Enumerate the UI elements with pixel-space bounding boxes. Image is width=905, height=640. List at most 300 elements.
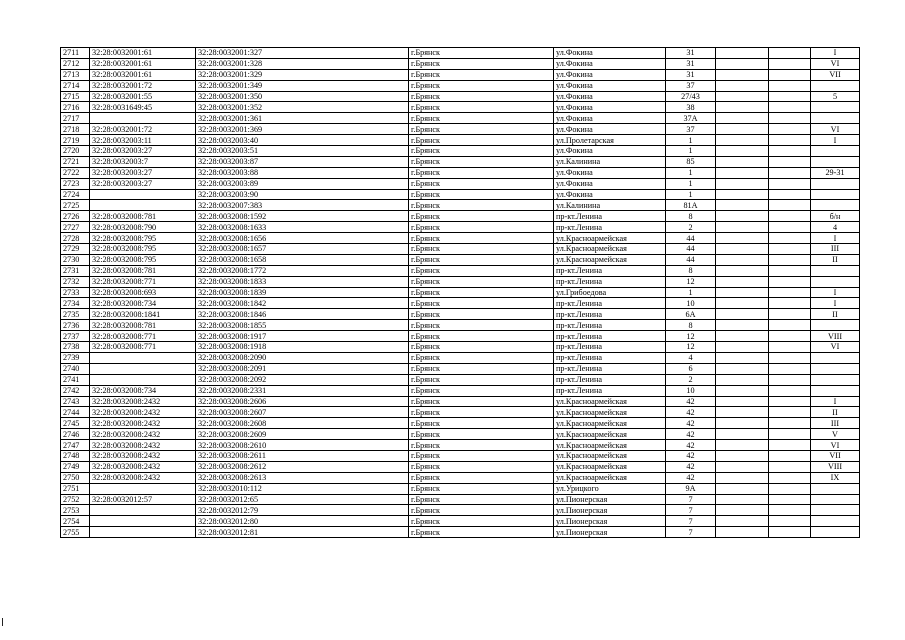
extra-col-2-cell (769, 516, 811, 527)
land-parcel-cadastral-number-cell: 32:28:0032001:61 (90, 69, 196, 80)
house-number-cell: 44 (666, 244, 716, 255)
extra-col-1-cell (716, 211, 769, 222)
object-cadastral-number-cell: 32:28:0032008:1917 (196, 331, 409, 342)
row-number-cell: 2723 (61, 178, 90, 189)
premises-number-cell: I (811, 135, 860, 146)
land-parcel-cadastral-number-cell: 32:28:0032003:27 (90, 167, 196, 178)
extra-col-1-cell (716, 244, 769, 255)
table-row (61, 254, 860, 265)
city-cell: г.Брянск (409, 418, 554, 429)
extra-col-2-cell (769, 418, 811, 429)
city-cell: г.Брянск (409, 124, 554, 135)
land-parcel-cadastral-number-cell: 32:28:0032008:2432 (90, 450, 196, 461)
extra-col-2-cell (769, 124, 811, 135)
premises-number-cell: VI (811, 124, 860, 135)
premises-number-cell: III (811, 244, 860, 255)
object-cadastral-number-cell: 32:28:0032003:90 (196, 189, 409, 200)
row-number-cell: 2727 (61, 222, 90, 233)
land-parcel-cadastral-number-cell (90, 505, 196, 516)
extra-col-1-cell (716, 461, 769, 472)
extra-col-1-cell (716, 309, 769, 320)
table-row (61, 429, 860, 440)
row-number-cell: 2726 (61, 211, 90, 222)
object-cadastral-number-cell: 32:28:0032003:87 (196, 156, 409, 167)
extra-col-1-cell (716, 91, 769, 102)
land-parcel-cadastral-number-cell: 32:28:0032008:2432 (90, 407, 196, 418)
object-cadastral-number-cell: 32:28:0032008:1657 (196, 244, 409, 255)
table-row (61, 48, 860, 59)
extra-col-2-cell (769, 244, 811, 255)
premises-number-cell: I (811, 298, 860, 309)
table-row (61, 527, 860, 538)
house-number-cell: 1 (666, 135, 716, 146)
extra-col-1-cell (716, 124, 769, 135)
extra-col-2-cell (769, 320, 811, 331)
street-cell: ул.Пролетарская (554, 135, 666, 146)
premises-number-cell (811, 527, 860, 538)
extra-col-1-cell (716, 178, 769, 189)
land-parcel-cadastral-number-cell: 32:28:0032012:57 (90, 494, 196, 505)
city-cell: г.Брянск (409, 211, 554, 222)
row-number-cell: 2755 (61, 527, 90, 538)
table-row (61, 505, 860, 516)
extra-col-1-cell (716, 527, 769, 538)
table-row (61, 135, 860, 146)
object-cadastral-number-cell: 32:28:0032008:1839 (196, 287, 409, 298)
land-parcel-cadastral-number-cell (90, 352, 196, 363)
table-row (61, 516, 860, 527)
table-row (61, 200, 860, 211)
street-cell: ул.Пионерская (554, 494, 666, 505)
land-parcel-cadastral-number-cell: 32:28:0032008:771 (90, 331, 196, 342)
extra-col-1-cell (716, 363, 769, 374)
house-number-cell: 44 (666, 233, 716, 244)
house-number-cell: 12 (666, 331, 716, 342)
house-number-cell: 12 (666, 276, 716, 287)
extra-col-2-cell (769, 363, 811, 374)
street-cell: пр-кт.Ленина (554, 342, 666, 353)
row-number-cell: 2737 (61, 331, 90, 342)
extra-col-2-cell (769, 178, 811, 189)
premises-number-cell (811, 102, 860, 113)
house-number-cell: 42 (666, 429, 716, 440)
premises-number-cell: II (811, 407, 860, 418)
object-cadastral-number-cell: 32:28:0032010:112 (196, 483, 409, 494)
land-parcel-cadastral-number-cell: 32:28:0032008:781 (90, 211, 196, 222)
house-number-cell: 7 (666, 494, 716, 505)
table-row (61, 440, 860, 451)
street-cell: ул.Фокина (554, 167, 666, 178)
extra-col-2-cell (769, 331, 811, 342)
extra-col-2-cell (769, 298, 811, 309)
house-number-cell: 9А (666, 483, 716, 494)
object-cadastral-number-cell: 32:28:0032008:1656 (196, 233, 409, 244)
city-cell: г.Брянск (409, 342, 554, 353)
row-number-cell: 2720 (61, 146, 90, 157)
row-number-cell: 2721 (61, 156, 90, 167)
premises-number-cell: VIII (811, 331, 860, 342)
city-cell: г.Брянск (409, 265, 554, 276)
extra-col-2-cell (769, 48, 811, 59)
premises-number-cell: VIII (811, 461, 860, 472)
land-parcel-cadastral-number-cell (90, 516, 196, 527)
street-cell: ул.Фокина (554, 91, 666, 102)
city-cell: г.Брянск (409, 200, 554, 211)
premises-number-cell (811, 494, 860, 505)
extra-col-2-cell (769, 146, 811, 157)
house-number-cell: 6А (666, 309, 716, 320)
premises-number-cell: 5 (811, 91, 860, 102)
house-number-cell: 37 (666, 124, 716, 135)
land-parcel-cadastral-number-cell: 32:28:0032001:61 (90, 48, 196, 59)
street-cell: ул.Грибоедова (554, 287, 666, 298)
house-number-cell: 7 (666, 527, 716, 538)
house-number-cell: 42 (666, 472, 716, 483)
object-cadastral-number-cell: 32:28:0032001:369 (196, 124, 409, 135)
premises-number-cell (811, 113, 860, 124)
table-row (61, 113, 860, 124)
row-number-cell: 2750 (61, 472, 90, 483)
land-parcel-cadastral-number-cell: 32:28:0032003:27 (90, 178, 196, 189)
house-number-cell: 37А (666, 113, 716, 124)
table-row (61, 320, 860, 331)
city-cell: г.Брянск (409, 233, 554, 244)
object-cadastral-number-cell: 32:28:0032008:2607 (196, 407, 409, 418)
extra-col-2-cell (769, 440, 811, 451)
premises-number-cell: I (811, 48, 860, 59)
object-cadastral-number-cell: 32:28:0032001:328 (196, 58, 409, 69)
row-number-cell: 2712 (61, 58, 90, 69)
extra-col-2-cell (769, 483, 811, 494)
street-cell: ул.Красноармейская (554, 429, 666, 440)
house-number-cell: 42 (666, 461, 716, 472)
city-cell: г.Брянск (409, 494, 554, 505)
extra-col-2-cell (769, 461, 811, 472)
land-parcel-cadastral-number-cell: 32:28:0032008:795 (90, 233, 196, 244)
premises-number-cell: I (811, 287, 860, 298)
land-parcel-cadastral-number-cell: 32:28:0032008:795 (90, 254, 196, 265)
extra-col-2-cell (769, 527, 811, 538)
table-row (61, 331, 860, 342)
object-cadastral-number-cell: 32:28:0032003:88 (196, 167, 409, 178)
table-row (61, 396, 860, 407)
extra-col-1-cell (716, 287, 769, 298)
object-cadastral-number-cell: 32:28:0032008:2612 (196, 461, 409, 472)
city-cell: г.Брянск (409, 516, 554, 527)
premises-number-cell: б/н (811, 211, 860, 222)
row-number-cell: 2731 (61, 265, 90, 276)
object-cadastral-number-cell: 32:28:0032012:80 (196, 516, 409, 527)
row-number-cell: 2716 (61, 102, 90, 113)
row-number-cell: 2729 (61, 244, 90, 255)
object-cadastral-number-cell: 32:28:0032008:2613 (196, 472, 409, 483)
extra-col-1-cell (716, 69, 769, 80)
premises-number-cell (811, 200, 860, 211)
land-parcel-cadastral-number-cell (90, 527, 196, 538)
premises-number-cell (811, 320, 860, 331)
house-number-cell: 7 (666, 505, 716, 516)
street-cell: ул.Красноармейская (554, 450, 666, 461)
extra-col-2-cell (769, 505, 811, 516)
city-cell: г.Брянск (409, 374, 554, 385)
object-cadastral-number-cell: 32:28:0032008:2606 (196, 396, 409, 407)
table-row (61, 385, 860, 396)
land-parcel-cadastral-number-cell: 32:28:0032008:790 (90, 222, 196, 233)
land-parcel-cadastral-number-cell (90, 483, 196, 494)
street-cell: ул.Фокина (554, 69, 666, 80)
table-row (61, 494, 860, 505)
row-number-cell: 2754 (61, 516, 90, 527)
house-number-cell: 2 (666, 222, 716, 233)
city-cell: г.Брянск (409, 483, 554, 494)
extra-col-1-cell (716, 146, 769, 157)
table-row (61, 178, 860, 189)
street-cell: пр-кт.Ленина (554, 211, 666, 222)
street-cell: ул.Фокина (554, 124, 666, 135)
table-row (61, 146, 860, 157)
object-cadastral-number-cell: 32:28:0032008:2090 (196, 352, 409, 363)
land-parcel-cadastral-number-cell: 32:28:0032001:55 (90, 91, 196, 102)
premises-number-cell (811, 178, 860, 189)
land-parcel-cadastral-number-cell: 32:28:0032008:2432 (90, 472, 196, 483)
row-number-cell: 2739 (61, 352, 90, 363)
land-parcel-cadastral-number-cell (90, 200, 196, 211)
extra-col-1-cell (716, 374, 769, 385)
house-number-cell: 1 (666, 178, 716, 189)
extra-col-2-cell (769, 472, 811, 483)
premises-number-cell: I (811, 233, 860, 244)
object-cadastral-number-cell: 32:28:0032012:79 (196, 505, 409, 516)
premises-number-cell: V (811, 429, 860, 440)
city-cell: г.Брянск (409, 461, 554, 472)
city-cell: г.Брянск (409, 396, 554, 407)
extra-col-2-cell (769, 113, 811, 124)
land-parcel-cadastral-number-cell: 32:28:0032008:693 (90, 287, 196, 298)
table-row (61, 309, 860, 320)
house-number-cell: 4 (666, 352, 716, 363)
land-parcel-cadastral-number-cell: 32:28:0032008:734 (90, 298, 196, 309)
premises-number-cell: IX (811, 472, 860, 483)
street-cell: пр-кт.Ленина (554, 222, 666, 233)
object-cadastral-number-cell: 32:28:0032008:1633 (196, 222, 409, 233)
city-cell: г.Брянск (409, 407, 554, 418)
table-row (61, 298, 860, 309)
extra-col-2-cell (769, 91, 811, 102)
house-number-cell: 7 (666, 516, 716, 527)
extra-col-1-cell (716, 331, 769, 342)
street-cell: ул.Красноармейская (554, 440, 666, 451)
land-parcel-cadastral-number-cell: 32:28:0032008:795 (90, 244, 196, 255)
premises-number-cell (811, 363, 860, 374)
extra-col-2-cell (769, 450, 811, 461)
row-number-cell: 2747 (61, 440, 90, 451)
street-cell: ул.Урицкого (554, 483, 666, 494)
extra-col-2-cell (769, 211, 811, 222)
extra-col-2-cell (769, 429, 811, 440)
land-parcel-cadastral-number-cell (90, 113, 196, 124)
row-number-cell: 2733 (61, 287, 90, 298)
object-cadastral-number-cell: 32:28:0032008:2092 (196, 374, 409, 385)
object-cadastral-number-cell: 32:28:0032008:1592 (196, 211, 409, 222)
city-cell: г.Брянск (409, 440, 554, 451)
land-parcel-cadastral-number-cell: 32:28:0032001:72 (90, 80, 196, 91)
city-cell: г.Брянск (409, 429, 554, 440)
street-cell: пр-кт.Ленина (554, 331, 666, 342)
object-cadastral-number-cell: 32:28:0032008:1918 (196, 342, 409, 353)
city-cell: г.Брянск (409, 276, 554, 287)
extra-col-1-cell (716, 189, 769, 200)
object-cadastral-number-cell: 32:28:0032008:1772 (196, 265, 409, 276)
house-number-cell: 31 (666, 69, 716, 80)
street-cell: пр-кт.Ленина (554, 309, 666, 320)
object-cadastral-number-cell: 32:28:0032001:329 (196, 69, 409, 80)
premises-number-cell (811, 385, 860, 396)
land-parcel-cadastral-number-cell: 32:28:0032008:781 (90, 320, 196, 331)
city-cell: г.Брянск (409, 527, 554, 538)
object-cadastral-number-cell: 32:28:0032001:352 (196, 102, 409, 113)
house-number-cell: 1 (666, 189, 716, 200)
row-number-cell: 2753 (61, 505, 90, 516)
premises-number-cell (811, 276, 860, 287)
premises-number-cell (811, 505, 860, 516)
premises-number-cell (811, 156, 860, 167)
table-row (61, 58, 860, 69)
city-cell: г.Брянск (409, 472, 554, 483)
object-cadastral-number-cell: 32:28:0032008:2331 (196, 385, 409, 396)
row-number-cell: 2738 (61, 342, 90, 353)
extra-col-2-cell (769, 396, 811, 407)
table-row (61, 374, 860, 385)
street-cell: ул.Красноармейская (554, 472, 666, 483)
table-row (61, 211, 860, 222)
table-row (61, 461, 860, 472)
row-number-cell: 2719 (61, 135, 90, 146)
street-cell: ул.Фокина (554, 80, 666, 91)
premises-number-cell (811, 352, 860, 363)
table-row (61, 102, 860, 113)
land-parcel-cadastral-number-cell: 32:28:0032003:11 (90, 135, 196, 146)
extra-col-2-cell (769, 200, 811, 211)
object-cadastral-number-cell: 32:28:0032008:2609 (196, 429, 409, 440)
house-number-cell: 8 (666, 265, 716, 276)
street-cell: ул.Калинина (554, 200, 666, 211)
house-number-cell: 8 (666, 211, 716, 222)
land-parcel-cadastral-number-cell: 32:28:0032008:2432 (90, 429, 196, 440)
extra-col-1-cell (716, 385, 769, 396)
street-cell: ул.Красноармейская (554, 407, 666, 418)
table-row (61, 156, 860, 167)
city-cell: г.Брянск (409, 363, 554, 374)
table-row (61, 450, 860, 461)
land-parcel-cadastral-number-cell: 32:28:0032001:61 (90, 58, 196, 69)
land-parcel-cadastral-number-cell: 32:28:0032008:2432 (90, 418, 196, 429)
extra-col-2-cell (769, 385, 811, 396)
row-number-cell: 2752 (61, 494, 90, 505)
extra-col-1-cell (716, 222, 769, 233)
extra-col-1-cell (716, 58, 769, 69)
row-number-cell: 2724 (61, 189, 90, 200)
street-cell: ул.Фокина (554, 102, 666, 113)
extra-col-2-cell (769, 352, 811, 363)
street-cell: ул.Красноармейская (554, 461, 666, 472)
extra-col-1-cell (716, 200, 769, 211)
row-number-cell: 2713 (61, 69, 90, 80)
table-row (61, 124, 860, 135)
house-number-cell: 37 (666, 80, 716, 91)
house-number-cell: 31 (666, 58, 716, 69)
row-number-cell: 2751 (61, 483, 90, 494)
house-number-cell: 1 (666, 287, 716, 298)
city-cell: г.Брянск (409, 352, 554, 363)
city-cell: г.Брянск (409, 244, 554, 255)
house-number-cell: 42 (666, 418, 716, 429)
object-cadastral-number-cell: 32:28:0032008:2091 (196, 363, 409, 374)
extra-col-1-cell (716, 342, 769, 353)
extra-col-1-cell (716, 407, 769, 418)
premises-number-cell (811, 265, 860, 276)
row-number-cell: 2744 (61, 407, 90, 418)
land-parcel-cadastral-number-cell: 32:28:0031649:45 (90, 102, 196, 113)
house-number-cell: 10 (666, 298, 716, 309)
street-cell: ул.Красноармейская (554, 233, 666, 244)
house-number-cell: 12 (666, 342, 716, 353)
premises-number-cell: 29-31 (811, 167, 860, 178)
street-cell: пр-кт.Ленина (554, 352, 666, 363)
house-number-cell: 2 (666, 374, 716, 385)
table-row (61, 418, 860, 429)
city-cell: г.Брянск (409, 135, 554, 146)
object-cadastral-number-cell: 32:28:0032001:350 (196, 91, 409, 102)
house-number-cell: 31 (666, 48, 716, 59)
city-cell: г.Брянск (409, 287, 554, 298)
premises-number-cell (811, 80, 860, 91)
object-cadastral-number-cell: 32:28:0032008:1833 (196, 276, 409, 287)
table-row (61, 363, 860, 374)
premises-number-cell: I (811, 396, 860, 407)
table-row (61, 352, 860, 363)
street-cell: ул.Красноармейская (554, 254, 666, 265)
extra-col-1-cell (716, 429, 769, 440)
extra-col-2-cell (769, 156, 811, 167)
street-cell: ул.Пионерская (554, 516, 666, 527)
street-cell: ул.Красноармейская (554, 396, 666, 407)
land-parcel-cadastral-number-cell: 32:28:0032008:781 (90, 265, 196, 276)
land-parcel-cadastral-number-cell: 32:28:0032008:734 (90, 385, 196, 396)
house-number-cell: 1 (666, 146, 716, 157)
object-cadastral-number-cell: 32:28:0032003:51 (196, 146, 409, 157)
row-number-cell: 2746 (61, 429, 90, 440)
premises-number-cell (811, 483, 860, 494)
row-number-cell: 2730 (61, 254, 90, 265)
city-cell: г.Брянск (409, 48, 554, 59)
extra-col-1-cell (716, 440, 769, 451)
row-number-cell: 2734 (61, 298, 90, 309)
house-number-cell: 42 (666, 440, 716, 451)
row-number-cell: 2742 (61, 385, 90, 396)
row-number-cell: 2714 (61, 80, 90, 91)
city-cell: г.Брянск (409, 505, 554, 516)
house-number-cell: 42 (666, 450, 716, 461)
extra-col-2-cell (769, 265, 811, 276)
table-row (61, 265, 860, 276)
extra-col-2-cell (769, 167, 811, 178)
extra-col-1-cell (716, 516, 769, 527)
house-number-cell: 8 (666, 320, 716, 331)
street-cell: ул.Фокина (554, 113, 666, 124)
land-parcel-cadastral-number-cell: 32:28:0032001:72 (90, 124, 196, 135)
extra-col-1-cell (716, 320, 769, 331)
city-cell: г.Брянск (409, 254, 554, 265)
